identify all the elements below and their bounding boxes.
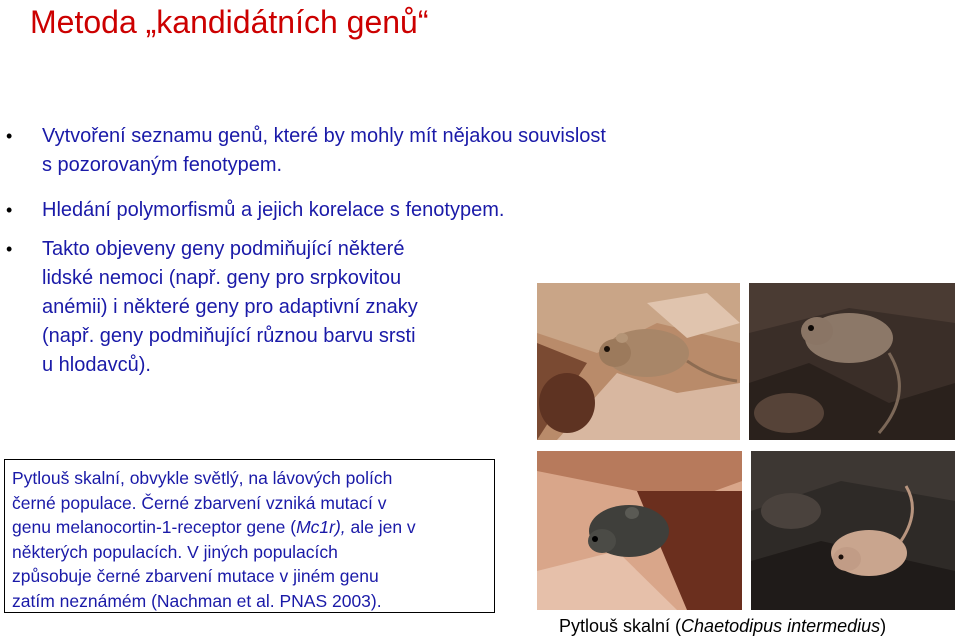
bullet-dot-icon: •: [6, 239, 13, 259]
bullet-text: Takto objeveny geny podmiňující některé lidské nemoci (např. geny pro srpkovitou anémii) i některé geny pro adaptivní znaky (např. geny podmiňující různou barvu srsti u hlodavců).: [42, 238, 418, 376]
caption-line: způsobuje černé zbarvení mutace v jiném genu: [12, 566, 379, 586]
caption-line: zatím neznámém (Nachman et al. PNAS 2003).: [12, 590, 382, 611]
slide-title: Metoda „kandidátních genů“: [30, 4, 429, 40]
gene-name: Mc1r),: [296, 517, 346, 537]
caption-text: genu melanocortin-1-receptor gene (: [12, 517, 297, 537]
caption-text: ale jen v: [345, 517, 416, 537]
species-prefix: Pytlouš skalní (: [559, 616, 682, 636]
caption-line: některých populacích. V jiných populacích: [12, 541, 338, 562]
bullet-text: Vytvoření seznamu genů, které by mohly mít nějakou souvislost s pozorovaným fenotypem.: [42, 125, 606, 176]
dark-mouse-light-rock-photo: [537, 451, 742, 610]
species-latin-name: Chaetodipus intermedius: [681, 616, 881, 636]
species-suffix: ): [880, 616, 887, 636]
bullet-dot-icon: •: [6, 126, 13, 146]
light-mouse-lava-rock-photo: [751, 451, 955, 610]
bullet-text: Hledání polymorfismů a jejich korelace s fenotypem.: [42, 199, 505, 221]
caption-line: Pytlouš skalní, obvykle světlý, na lávových polích: [12, 468, 393, 488]
light-mouse-dark-rock-photo: [749, 283, 955, 440]
caption-box: [4, 459, 495, 613]
caption-line: černé populace. Černé zbarvení vzniká mutací v: [12, 492, 387, 513]
bullet-dot-icon: •: [6, 200, 13, 220]
light-mouse-light-rock-photo: [537, 283, 740, 440]
species-label: [559, 614, 886, 638]
caption-line: [12, 515, 487, 540]
